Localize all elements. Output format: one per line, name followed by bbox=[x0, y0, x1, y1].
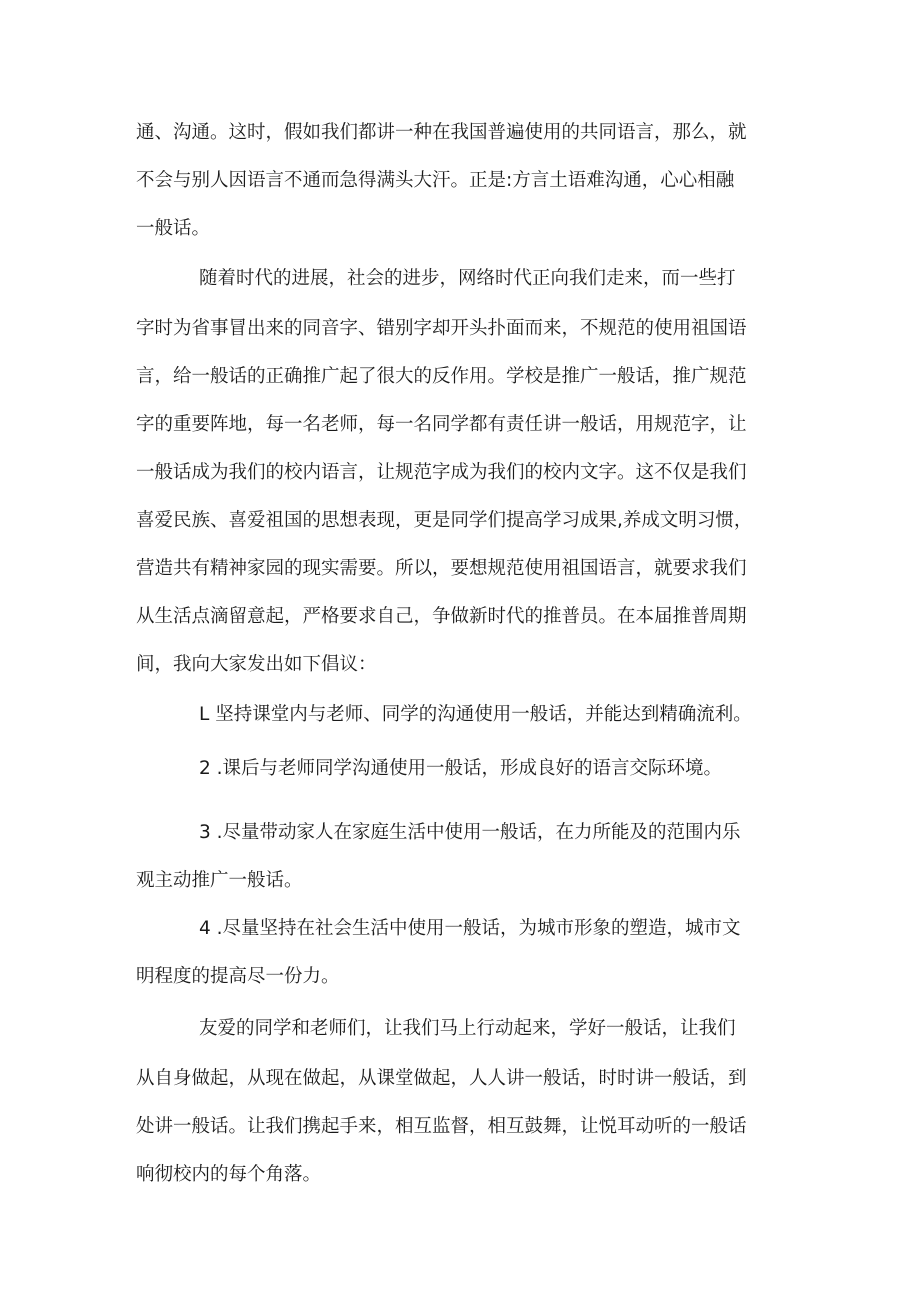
text-line: 明程度的提高尽一份力。 bbox=[136, 966, 340, 987]
text-line: 字的重要阵地，每一名老师，每一名同学都有责任讲一般话，用规范字，让 bbox=[136, 414, 747, 435]
text-line: L 坚持课堂内与老师、同学的沟通使用一般话，并能达到精确流利。 bbox=[199, 704, 752, 725]
text-line: 一般话。 bbox=[136, 218, 211, 239]
text-line: 通、沟通。这时，假如我们都讲一种在我国普遍使用的共同语言，那么，就 bbox=[136, 122, 747, 143]
text-line: 2 .课后与老师同学沟通使用一般话，形成良好的语言交际环境。 bbox=[199, 758, 723, 779]
text-line: 响彻校内的每个角落。 bbox=[136, 1164, 322, 1185]
text-line: 营造共有精神家园的现实需要。所以，要想规范使用祖国语言，就要求我们 bbox=[136, 558, 747, 579]
text-line: 从生活点滴留意起，严格要求自己，争做新时代的推普员。在本届推普周期 bbox=[136, 606, 747, 627]
text-line: 4 .尽量坚持在社会生活中使用一般话，为城市形象的塑造，城市文 bbox=[199, 918, 741, 939]
text-line: 从自身做起，从现在做起，从课堂做起，人人讲一般话，时时讲一般话，到 bbox=[136, 1068, 747, 1089]
text-line: 友爱的同学和老师们，让我们马上行动起来，学好一般话，让我们 bbox=[199, 1018, 736, 1039]
text-line: 间，我向大家发出如下倡议： bbox=[136, 654, 377, 675]
text-line: 处讲一般话。让我们携起手来，相互监督，相互鼓舞，让悦耳动听的一般话 bbox=[136, 1116, 747, 1137]
text-line: 观主动推广一般话。 bbox=[136, 870, 303, 891]
text-line: 随着时代的进展，社会的进步，网络时代正向我们走来，而一些打 bbox=[199, 268, 736, 289]
text-line: 喜爱民族、喜爱祖国的思想表现，更是同学们提高学习成果,养成文明习惯， bbox=[136, 510, 753, 531]
text-line: 字时为省事冒出来的同音字、错别字却开头扑面而来，不规范的使用祖国语 bbox=[136, 318, 747, 339]
text-line: 3 .尽量带动家人在家庭生活中使用一般话，在力所能及的范围内乐 bbox=[199, 822, 741, 843]
text-line: 一般话成为我们的校内语言，让规范字成为我们的校内文字。这不仅是我们 bbox=[136, 462, 747, 483]
text-line: 不会与别人因语言不通而急得满头大汗。正是:方言土语难沟通，心心相融 bbox=[136, 170, 735, 191]
text-line: 言，给一般话的正确推广起了很大的反作用。学校是推广一般话，推广规范 bbox=[136, 366, 747, 387]
